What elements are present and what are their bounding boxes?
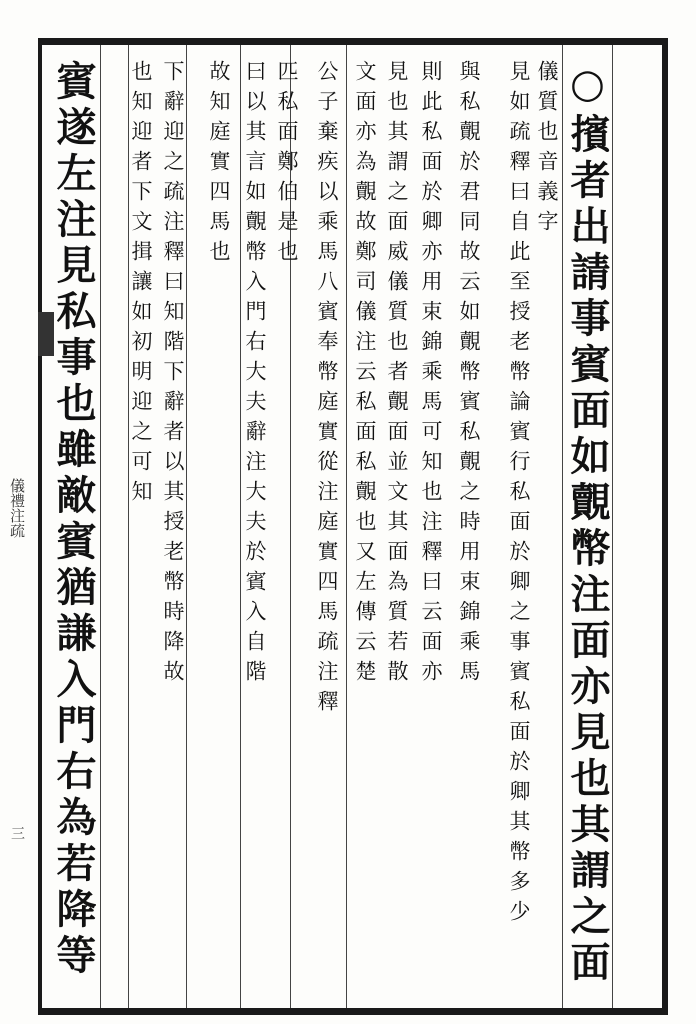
text-column-14: 賓遂左注見私事也雖敵賓猶謙入門右為若降等 [50,60,97,980]
column-rule [100,45,101,1008]
text-column-9: 匹私面鄭伯是也 [275,60,299,270]
column-rule [240,45,241,1008]
text-column-11: 故知庭實四馬也 [207,60,231,270]
text-column-6: 見也其謂之面威儀質也者覿面並文其面為質若散 [385,60,409,690]
column-rule [612,45,613,1008]
text-column-2: 儀質也音義字 [535,60,559,240]
text-column-12: 下辭迎之疏注釋曰知階下辭者以其授老幣時降故 [161,60,185,690]
column-rule [562,45,563,1008]
text-column-3: 見如疏釋曰自此至授老幣論賓行私面於卿之事賓私面於卿其幣多少 [507,60,531,930]
column-rule [186,45,187,1008]
text-column-8: 公子棄疾以乘馬八賓奉幣庭實從注庭實四馬疏注釋 [315,60,339,720]
text-column-1: ○擯者出請事賓面如覿幣注面亦見也其謂之面 [564,60,611,987]
frame-right-border [662,38,668,1015]
frame-top-border [38,38,668,45]
margin-book-title: 儀禮注疏 [8,478,26,538]
text-column-4: 與私覿於君同故云如覿幣賓私覿之時用束錦乘馬 [457,60,481,690]
text-column-5: 則此私面於卿亦用束錦乘馬可知也注釋曰云面亦 [419,60,443,690]
text-column-7: 文面亦為覿故鄭司儀注云私面私覿也又左傳云楚 [353,60,377,690]
text-column-13: 也知迎者下文揖讓如初明迎之可知 [129,60,153,510]
margin-page-number: 三 [9,826,25,840]
column-rule [346,45,347,1008]
frame-bottom-border [38,1008,668,1015]
text-column-10: 曰以其言如覿幣入門右大夫辭注大夫於賓入自階 [243,60,267,690]
fore-edge-margin [0,38,38,1015]
frame-left-border [38,38,42,1015]
